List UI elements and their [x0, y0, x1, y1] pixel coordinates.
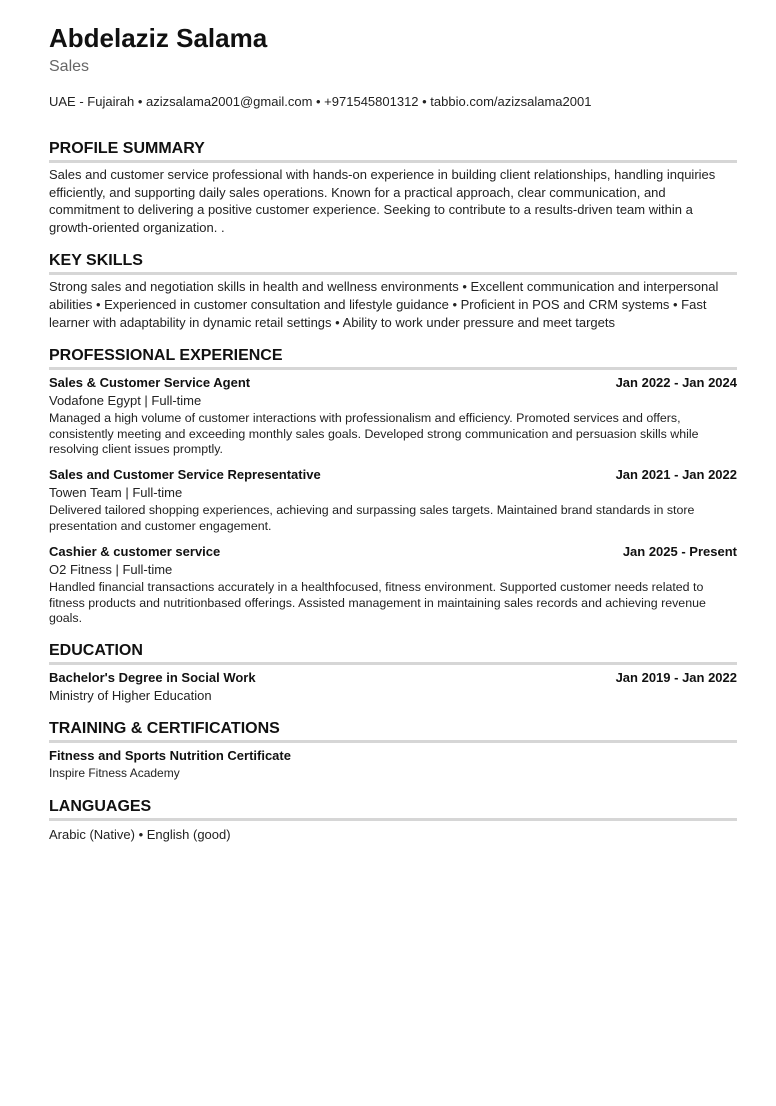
- profile-summary-text: Sales and customer service professional with hands-on experience in building client relationships, handling inquiries efficiently, and supporting daily sales operations. Known for a practical approach, clear communication, and commitment to delivering a positive customer experience. Seeking to contribute to a results-driven team within a growth-oriented organization. .: [49, 167, 716, 235]
- certification-issuer: Inspire Fitness Academy: [49, 766, 180, 781]
- experience-entry: [49, 374, 737, 457]
- education-entry: [49, 669, 737, 704]
- job-company: Towen Team | Full-time: [49, 485, 183, 501]
- education-section: [49, 641, 737, 704]
- candidate-role: Sales: [49, 58, 90, 75]
- experience-entry: [49, 466, 737, 534]
- job-dates: Jan 2021 - Jan 2022: [615, 467, 737, 483]
- job-description: Managed a high volume of customer interactions with professionalism and efficiency. Promoted services and offers, consistently meeting and exceeding monthly sales goals. Developed strong communication and persuasion skills while resolving client issues promptly.: [49, 411, 699, 456]
- section-title: PROFESSIONAL EXPERIENCE: [49, 346, 737, 370]
- key-skills-section: [49, 251, 737, 331]
- candidate-name: Abdelaziz Salama: [49, 23, 268, 53]
- job-company: O2 Fitness | Full-time: [49, 562, 173, 578]
- section-title: KEY SKILLS: [49, 251, 737, 275]
- section-title: PROFILE SUMMARY: [49, 139, 737, 163]
- job-description: Delivered tailored shopping experiences, achieving and surpassing sales targets. Maintained brand standards in store presentation and customer engagement.: [49, 503, 695, 533]
- experience-entry: [49, 543, 737, 626]
- languages-section: [49, 797, 737, 844]
- profile-summary-section: [49, 139, 737, 236]
- languages-text: Arabic (Native) • English (good): [49, 827, 231, 843]
- job-dates: Jan 2025 - Present: [622, 544, 737, 560]
- job-title: Cashier & customer service: [49, 544, 221, 560]
- section-title: LANGUAGES: [49, 797, 737, 821]
- contact-line: UAE - Fujairah • azizsalama2001@gmail.com • +971545801312 • tabbio.com/azizsalama2001: [49, 94, 592, 109]
- job-description: Handled financial transactions accurately in a healthfocused, fitness environment. Supported customer needs related to fitness products and nutritionbased offerings. Assisted management in maintaining sales records and achieving revenue goals.: [49, 580, 706, 625]
- job-title: Sales and Customer Service Representative: [49, 467, 321, 483]
- job-dates: Jan 2022 - Jan 2024: [615, 375, 737, 391]
- job-company: Vodafone Egypt | Full-time: [49, 393, 202, 409]
- section-title: EDUCATION: [49, 641, 737, 665]
- certification-entry: [49, 747, 737, 782]
- section-title: TRAINING & CERTIFICATIONS: [49, 719, 737, 743]
- certification-name: Fitness and Sports Nutrition Certificate: [49, 748, 291, 764]
- training-section: [49, 719, 737, 782]
- key-skills-text: Strong sales and negotiation skills in health and wellness environments • Excellent communication and interpersonal abilities • Experienced in customer consultation and lifestyle guidance • Proficient in POS and CRM systems • Fast learner with adaptability in dynamic retail settings • Ability to work under pressure and meet targets: [49, 279, 719, 330]
- institution-name: Ministry of Higher Education: [49, 688, 212, 704]
- experience-section: [49, 346, 737, 626]
- education-dates: Jan 2019 - Jan 2022: [615, 670, 737, 686]
- job-title: Sales & Customer Service Agent: [49, 375, 251, 391]
- degree-name: Bachelor's Degree in Social Work: [49, 670, 256, 686]
